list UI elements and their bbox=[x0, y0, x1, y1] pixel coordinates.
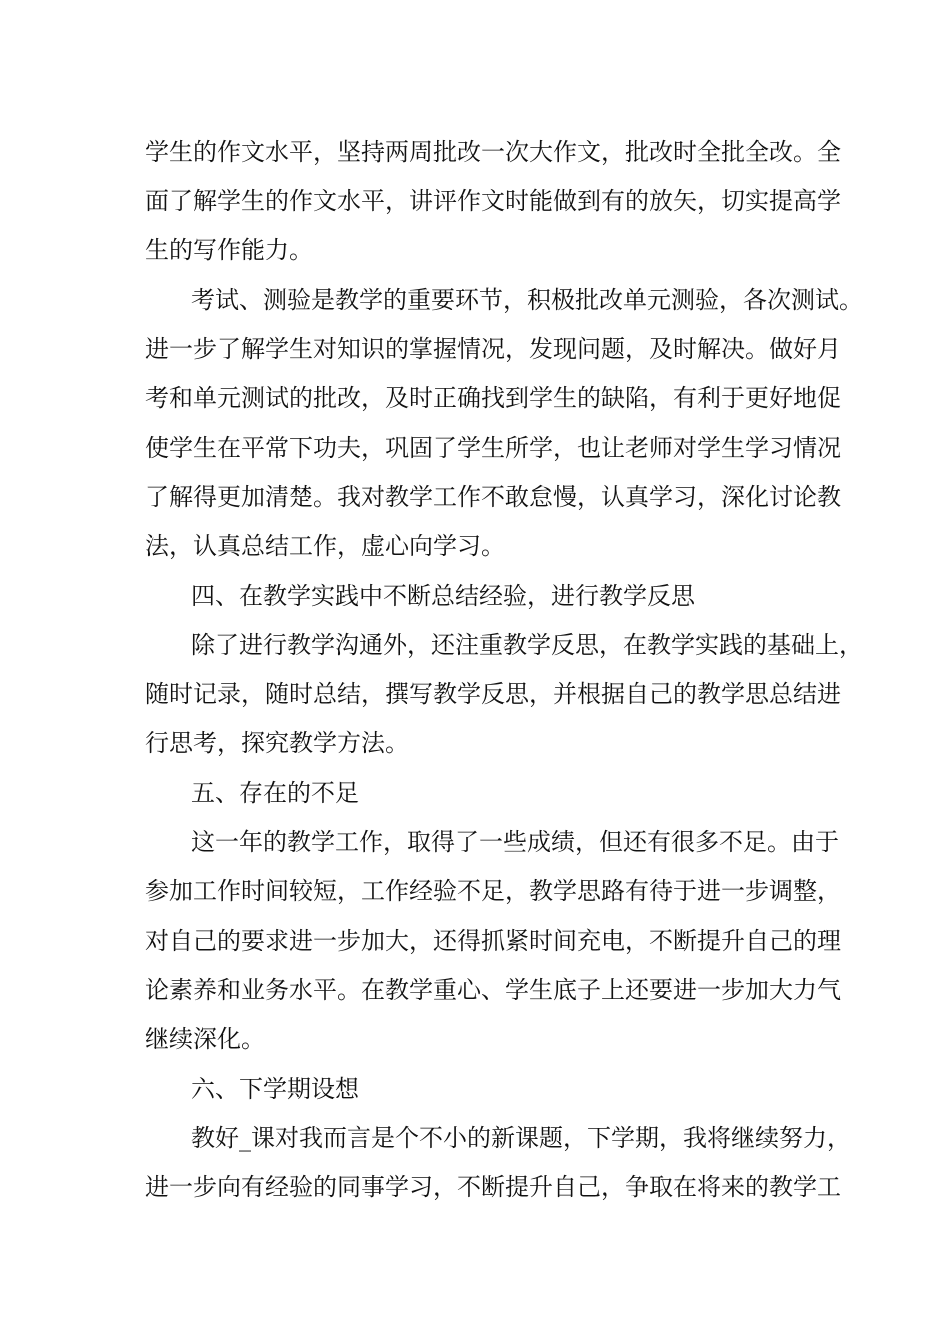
text-line: 考和单元测试的批改，及时正确找到学生的缺陷，有利于更好地促 bbox=[145, 384, 841, 412]
section-heading: 四、在教学实践中不断总结经验，进行教学反思 bbox=[191, 582, 695, 610]
paragraph-start: 考试、测验是教学的重要环节，积极批改单元测验，各次测试。 bbox=[191, 286, 863, 314]
text-line: 随时记录，随时总结，撰写教学反思，并根据自己的教学思总结进 bbox=[145, 680, 841, 708]
section-heading: 五、存在的不足 bbox=[191, 779, 359, 807]
text-line: 学生的作文水平，坚持两周批改一次大作文，批改时全批全改。全 bbox=[145, 138, 841, 166]
text-line: 使学生在平常下功夫，巩固了学生所学，也让老师对学生学习情况 bbox=[145, 434, 841, 462]
text-line: 行思考，探究教学方法。 bbox=[145, 729, 409, 757]
text-line: 法，认真总结工作，虚心向学习。 bbox=[145, 532, 505, 560]
paragraph-start: 教好_课对我而言是个不小的新课题，下学期，我将继续努力， bbox=[191, 1124, 851, 1152]
section-heading: 六、下学期设想 bbox=[191, 1075, 359, 1103]
paragraph-start: 这一年的教学工作，取得了一些成绩，但还有很多不足。由于 bbox=[191, 828, 839, 856]
paragraph-start: 除了进行教学沟通外，还注重教学反思，在教学实践的基础上， bbox=[191, 631, 863, 659]
text-line: 参加工作时间较短，工作经验不足，教学思路有待于进一步调整， bbox=[145, 877, 841, 905]
text-line: 继续深化。 bbox=[145, 1025, 265, 1053]
text-line: 进一步向有经验的同事学习，不断提升自己，争取在将来的教学工 bbox=[145, 1173, 841, 1201]
text-line: 对自己的要求进一步加大，还得抓紧时间充电，不断提升自己的理 bbox=[145, 927, 841, 955]
text-line: 生的写作能力。 bbox=[145, 236, 313, 264]
text-line: 面了解学生的作文水平，讲评作文时能做到有的放矢，切实提高学 bbox=[145, 187, 841, 215]
text-line: 了解得更加清楚。我对教学工作不敢怠慢，认真学习，深化讨论教 bbox=[145, 483, 841, 511]
text-line: 进一步了解学生对知识的掌握情况，发现问题，及时解决。做好月 bbox=[145, 335, 841, 363]
text-line: 论素养和业务水平。在教学重心、学生底子上还要进一步加大力气 bbox=[145, 976, 841, 1004]
